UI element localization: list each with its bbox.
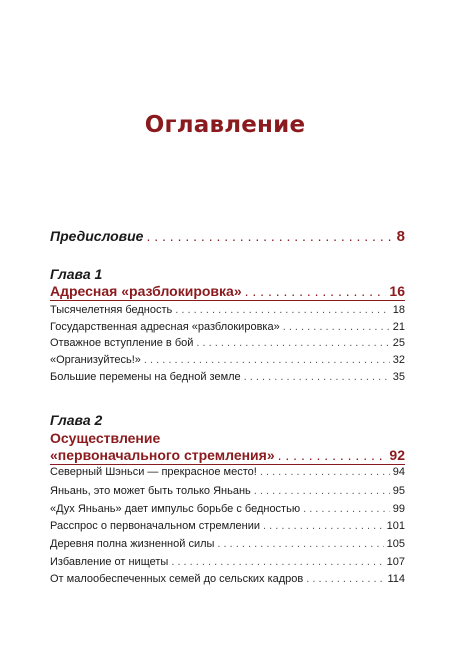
toc-entry-label: «Дух Яньань» дает импульс борьбе с бедностью	[50, 503, 301, 515]
toc-entry-page: 18	[392, 304, 405, 316]
dot-leader	[283, 321, 390, 333]
toc-entry-label: Большие перемены на бедной земле	[50, 371, 241, 383]
toc-entry-label: «первоначального стремления»	[50, 447, 275, 463]
chapter-underline	[50, 300, 405, 301]
toc-entry-section[interactable]	[50, 354, 405, 366]
toc-entry-page: 92	[389, 447, 405, 463]
toc-entry-page: 99	[392, 503, 405, 515]
toc-entry-label: Предисловие	[50, 228, 144, 244]
toc-entry-page: 105	[386, 538, 405, 550]
dot-leader	[260, 466, 390, 478]
dot-leader	[144, 354, 390, 366]
toc-entry-section[interactable]	[50, 573, 405, 585]
toc-entry-section[interactable]	[50, 466, 405, 478]
toc-entry-label: От малообеспеченных семей до сельских кадров	[50, 573, 304, 585]
toc-entry-section[interactable]	[50, 304, 405, 316]
dot-leader	[303, 503, 390, 515]
dot-leader	[244, 371, 390, 383]
toc-entry-section[interactable]	[50, 520, 405, 532]
toc-entry-section[interactable]	[50, 503, 405, 515]
toc-entry-label: Расспрос о первоначальном стремлении	[50, 520, 261, 532]
toc-entry-label: «Организуйтесь!»	[50, 354, 141, 366]
toc-entry-page: 21	[392, 321, 405, 333]
toc-entry-section[interactable]	[50, 538, 405, 550]
dot-leader	[245, 283, 387, 299]
toc-entry-page: 16	[389, 283, 405, 299]
dot-leader	[278, 447, 387, 463]
toc-entry-page: 25	[392, 337, 405, 349]
toc-entry-section[interactable]	[50, 321, 405, 333]
dot-leader	[196, 337, 389, 349]
toc-entry-page: 107	[386, 556, 405, 568]
toc-entry-page: 35	[392, 371, 405, 383]
dot-leader	[306, 573, 384, 585]
chapter-heading: Глава 2	[50, 412, 103, 428]
toc-entry-section[interactable]	[50, 371, 405, 383]
toc-entry-label: Тысячелетняя бедность	[50, 304, 173, 316]
toc-entry-label: Деревня полна жизненной силы	[50, 538, 215, 550]
toc-entry-section[interactable]	[50, 337, 405, 349]
toc-entry-page: 32	[392, 354, 405, 366]
toc-entry-label: Северный Шэньси — прекрасное место!	[50, 466, 257, 478]
dot-leader	[146, 228, 393, 244]
dot-leader	[263, 520, 384, 532]
chapter-heading: Глава 1	[50, 266, 103, 282]
toc-entry-page: 101	[386, 520, 405, 532]
toc-entry-label: Государственная адресная «разблокировка»	[50, 321, 280, 333]
chapter-underline	[50, 464, 405, 465]
toc-entry-section[interactable]	[50, 485, 405, 497]
toc-entry-page: 94	[392, 466, 405, 478]
toc-entry-label: Яньань, это может быть только Яньань	[50, 485, 251, 497]
dot-leader	[175, 304, 389, 316]
toc-entry-chapter[interactable]	[50, 447, 405, 463]
toc-entry-page: 95	[392, 485, 405, 497]
toc-entry-page: 114	[387, 573, 405, 585]
toc-entry-label: Избавление от нищеты	[50, 556, 169, 568]
dot-leader	[171, 556, 383, 568]
toc-entry-label: Адресная «разблокировка»	[50, 283, 242, 299]
chapter-title-line: Осуществление	[50, 430, 161, 446]
dot-leader	[254, 485, 390, 497]
toc-entry-page: 8	[396, 228, 405, 245]
toc-entry-label: Отважное вступление в бой	[50, 337, 194, 349]
page-title: Оглавление	[144, 112, 306, 138]
toc-entry-preface[interactable]	[50, 228, 405, 245]
dot-leader	[217, 538, 383, 550]
toc-entry-section[interactable]	[50, 556, 405, 568]
toc-entry-chapter[interactable]	[50, 283, 405, 299]
